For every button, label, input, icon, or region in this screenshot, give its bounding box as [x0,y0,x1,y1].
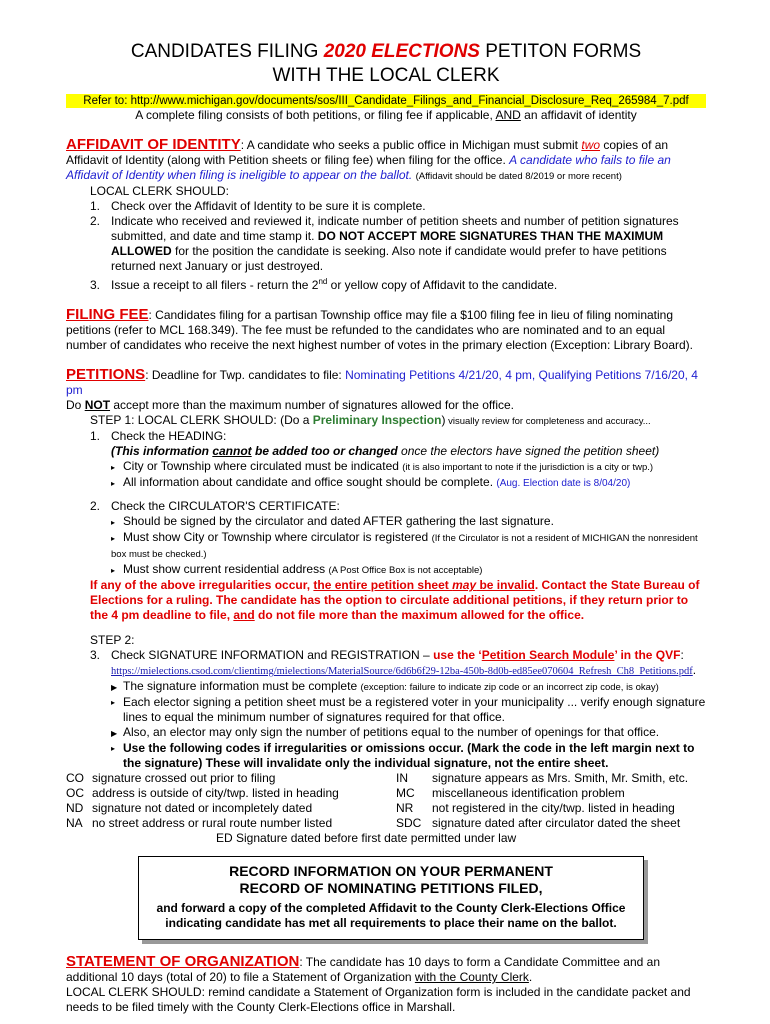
affidavit-text-2: copies of an Affidavit of Identity (along with Petition sheets or filing fee) when filing for the office. [66,138,669,167]
signature-bullet-2 [66,695,706,725]
step1-post: ) [441,413,446,427]
item-text-end: for the position the candidate is seeking. Also note if candidate would prefer to have petitions returned next January or just destroyed. [111,244,667,273]
colon: : [680,648,684,662]
affidavit-dated-note: (Affidavit should be dated 8/2019 or more recent) [415,171,622,182]
codes-table [66,771,706,831]
step1-line [66,413,706,429]
title-line1-pre: CANDIDATES FILING [130,41,324,62]
qvf-post: ’ in the QVF [614,648,681,662]
affidavit-item-2 [66,214,706,274]
code-key: NA [66,816,83,830]
code-ed-row: ED Signature dated before first date permitted under law [216,831,517,845]
page-title [66,40,706,88]
item-text: Check over the Affidavit of Identity to be sure it is complete. [111,199,426,213]
bullet-icon: ▸ [111,463,116,472]
statement-heading: STATEMENT OF ORGANIZATION [66,953,300,970]
do-not-post: accept more than the maximum number of signatures allowed for the office. [110,398,515,412]
irregularities-warning [66,578,706,623]
complete-filing-and: AND [495,108,521,122]
code-text: signature appears as Mrs. Smith, Mr. Smith, etc. [432,771,689,785]
warn-sheet: the entire petition sheet [313,578,453,592]
heading-bullet-1 [66,459,706,475]
step1-pre: STEP 1: LOCAL CLERK SHOULD: (Do a [90,413,313,427]
complete-filing-note [66,108,706,123]
item-number: 2. [90,214,101,228]
bullet-text: The signature information must be complete [123,679,361,693]
affidavit-text-1: : A candidate who seeks a public office in Michigan must submit [240,138,582,152]
signature-link-line [66,663,706,679]
petitions-do-not [66,398,706,413]
title-line1-highlight: 2020 ELECTIONS [323,41,480,62]
deadline-label: : Deadline for Twp. candidates to file: [145,368,346,382]
record-line-4: indicating candidate has met all requirements to place their name on the ballot. [165,916,617,930]
step1-preliminary: Preliminary Inspection [312,413,442,427]
note-c: once the electors have signed the petition sheet) [397,444,660,458]
bullet-text: Each elector signing a petition sheet must be a registered voter in your municipality ... verify enough signature lines to equal the minimum number of signatures required for that office. [123,695,706,724]
item-text: Issue a receipt to all filers - return the 2 [111,278,319,292]
filing-fee-section [66,307,706,353]
code-row [396,801,706,816]
item-text-bold: DO NOT ACCEPT MORE SIGNATURES THAN THE MAXIMUM ALLOWED [111,229,664,258]
bullet-icon: ▸ [111,534,116,543]
code-text: miscellaneous identification problem [432,786,625,800]
filing-fee-text: : Candidates filing for a partisan Township office may file a $100 filing fee in lieu of filing nominating petitions (refer to MCL 168.349). The fee must be refunded to the candidates who are nominated and to an equal number of candidates who receive the next highest number of votes in the primary election (Exception: Library Board). [66,308,693,352]
complete-filing-post: an affidavit of identity [520,108,637,122]
bullet-icon: ▶ [111,729,118,738]
statement-county-clerk: with the County Clerk [414,970,529,984]
record-line-1: RECORD INFORMATION ON YOUR PERMANENT [229,863,553,879]
item-number: 1. [90,199,101,213]
code-row [396,786,706,801]
bullet-icon: ▸ [111,518,116,527]
affidavit-section [66,137,706,293]
item-number: 2. [90,499,101,513]
warn-and: and [233,608,255,622]
note-a: (This information [111,444,213,458]
bullet-text: Should be signed by the circulator and dated AFTER gathering the last signature. [123,514,554,528]
bullet-icon: ▸ [111,566,116,575]
bullet-text: Must show current residential address [123,562,329,576]
record-line-3: and forward a copy of the completed Affidavit to the County Clerk-Elections Office [156,901,626,915]
petitions-deadline [66,367,706,398]
signature-bullet-4 [66,741,706,771]
deadline-dates: Nominating Petitions 4/21/20, 4 pm, Qualifying Petitions 7/16/20, 4 pm [66,368,698,397]
code-key: IN [396,771,408,785]
bullet-text: All information about candidate and office sought should be complete. [123,475,497,489]
code-key: NR [396,801,414,815]
circulator-bullet-1 [66,514,706,530]
bullet-text: Also, an elector may only sign the number of petitions equal to the number of openings for that office. [123,725,660,739]
note-b: be added too or changed [251,444,398,458]
code-text: address is outside of city/twp. listed in heading [92,786,339,800]
code-row [66,816,396,831]
code-row [396,816,706,831]
item-number: 1. [90,429,101,443]
warn-invalid: be invalid [476,578,535,592]
signature-bullet-1 [66,679,706,695]
record-notice [138,856,644,940]
do-not-pre: Do [66,398,85,412]
code-text: not registered in the city/twp. listed in heading [432,801,675,815]
warn-c: do not file more than the maximum allowed for the office. [254,608,585,622]
step2-label: STEP 2: [90,633,135,647]
code-row [66,786,396,801]
complete-filing-pre: A complete filing consists of both petitions, or filing fee if applicable, [135,108,496,122]
statement-dot: . [528,970,533,984]
affidavit-clerk-should: LOCAL CLERK SHOULD: [90,184,229,198]
circulator-bullet-3 [66,562,706,578]
code-key: CO [66,771,84,785]
signature-check [66,648,706,663]
statement-paragraph [66,954,706,985]
item-number: 3. [90,648,101,662]
item-text: Check SIGNATURE INFORMATION and REGISTRATION – [111,648,434,662]
circulator-bullet-2 [66,530,706,562]
affidavit-item-3 [66,274,706,293]
code-text: signature not dated or incompletely dated [92,801,313,815]
circulator-check [66,499,706,514]
affidavit-item-1 [66,199,706,214]
do-not-bold: NOT [84,398,111,412]
bullet-text: Use the following codes if irregularities or omissions occur. (Mark the code in the left margin next to the signature) These will invalidate only the individual signature, not the entire sheet. [123,741,695,770]
step1-note: visually review for completeness and accuracy... [445,416,651,427]
item-text: Indicate who received and reviewed it, indicate number of petition sheets and number of petition signatures submitted, and date and time stamp it. [111,214,679,243]
code-key: SDC [396,816,422,830]
bullet-note: (If the Circulator is not a resident of MICHIGAN the nonresident box must be checked.) [111,533,698,560]
affidavit-heading: AFFIDAVIT OF IDENTITY [66,136,241,153]
code-text: signature crossed out prior to filing [92,771,276,785]
item-text-end: or yellow copy of Affidavit to the candidate. [327,278,558,292]
code-key: MC [396,786,415,800]
code-key: ND [66,801,84,815]
title-line2: WITH THE LOCAL CLERK [272,65,500,86]
bullet-note: (it is also important to note if the jurisdiction is a city or twp.) [402,462,654,473]
title-line1-post: PETITON FORMS [479,41,642,62]
item-number: 3. [90,278,101,292]
record-line-2: RECORD OF NOMINATING PETITIONS FILED, [239,880,543,896]
note-cannot: cannot [212,444,252,458]
item-sup: nd [318,277,328,286]
petition-search-module: Petition Search Module [481,648,615,662]
qvf-pre: use the ‘ [433,648,482,662]
bullet-note: (exception: failure to indicate zip code or an incorrect zip code, is okay) [360,682,659,693]
warn-may: may [452,578,477,592]
item-text: Check the CIRCULATOR'S CERTIFICATE: [111,499,340,513]
code-row [66,801,396,816]
heading-bullet-2 [66,475,706,491]
affidavit-warning: A candidate who fails to file an Affidavit of Identity when filing is ineligible to appear on the ballot. [66,153,671,182]
affidavit-two: two [581,138,601,152]
heading-note [66,444,706,459]
statement-text-1: : The candidate has 10 days to form a Candidate Committee and an additional 10 days (total of 20) to file a Statement of Organization [66,955,660,984]
bullet-note: (Aug. Election date is 8/04/20) [496,478,631,489]
petitions-guide-link[interactable]: https://mielections.csod.com/clientimg/mielections/MaterialSource/6d6b6f29-12ba-450b-8d0b-ed85ee070604_Refresh_Ch8_Petitions.pdf [111,666,693,677]
code-row [66,771,396,786]
affidavit-paragraph [66,137,706,184]
document-page [66,40,706,1015]
code-text: signature dated after circulator dated the sheet [432,816,681,830]
bullet-note: (A Post Office Box is not acceptable) [328,565,483,576]
warn-a: If any of the above irregularities occur, [90,578,314,592]
bullet-text: Must show City or Township where circulator is registered [123,530,432,544]
link-dot: . [692,663,697,677]
record-notice-box [138,856,644,940]
bullet-icon: ▶ [111,683,118,692]
code-text: no street address or rural route number listed [92,816,333,830]
petitions-section [66,367,706,846]
code-row [396,771,706,786]
statement-section [66,954,706,1015]
signature-bullet-3 [66,725,706,741]
petitions-heading: PETITIONS [66,366,146,383]
bullet-icon: ▸ [111,479,116,488]
bullet-text: City or Township where circulated must be indicated [123,459,403,473]
statement-clerk-should: LOCAL CLERK SHOULD: remind candidate a Statement of Organization form is included in the candidate packet and needs to be filed timely with the County Clerk-Elections office in Marshall. [66,985,691,1014]
bullet-icon: ▸ [111,698,116,707]
refer-link-bar: Refer to: http://www.michigan.gov/documents/sos/III_Candidate_Filings_and_Financial_Disclosure_Req_265984_7.pdf [66,94,706,108]
heading-check [66,429,706,444]
item-text: Check the HEADING: [111,429,227,443]
filing-fee-heading: FILING FEE [66,306,149,323]
warn-b: . Contact the State Bureau of Elections for a ruling. The candidate has the option to circulate additional petitions, if they return prior to the 4 pm deadline to file, [90,578,700,622]
bullet-icon: ▸ [111,744,116,753]
code-key: OC [66,786,84,800]
